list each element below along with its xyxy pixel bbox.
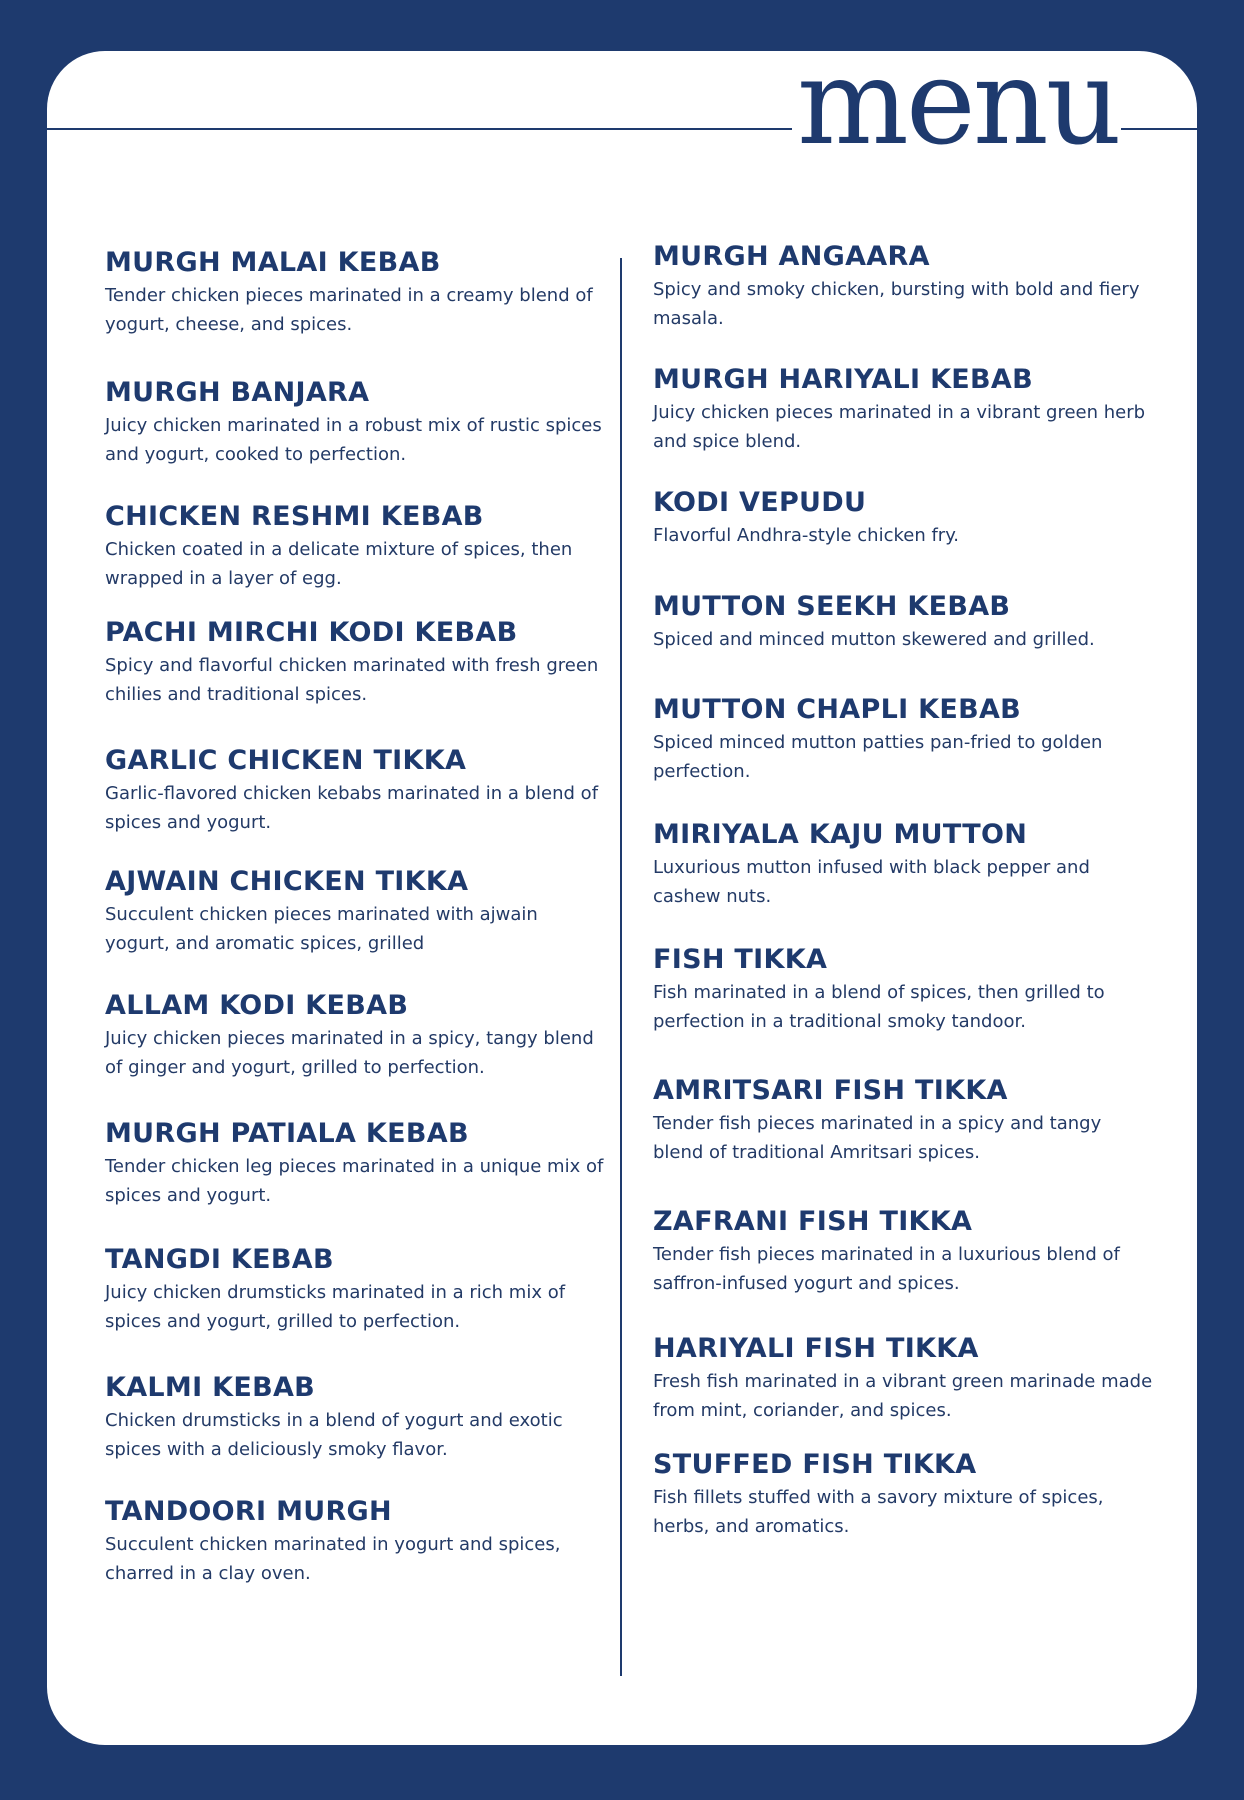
item-name: AMRITSARI FISH TIKKA — [653, 1075, 1008, 1106]
item-description: Fish fillets stuffed with a savory mixture of spices, herbs, and aromatics. — [653, 1487, 1104, 1537]
item-description: Spicy and flavorful chicken marinated with fresh green chilies and traditional spices. — [105, 655, 599, 705]
item-name: MUTTON CHAPLI KEBAB — [653, 694, 1022, 725]
menu-item — [653, 591, 1153, 654]
item-name: ZAFRANI FISH TIKKA — [653, 1206, 973, 1237]
item-name: MURGH ANGAARA — [653, 241, 930, 272]
item-name: TANGDI KEBAB — [105, 1244, 334, 1275]
item-name: AJWAIN CHICKEN TIKKA — [105, 866, 469, 897]
item-name: MIRIYALA KAJU MUTTON — [653, 819, 1028, 850]
item-description: Tender chicken pieces marinated in a creamy blend of yogurt, cheese, and spices. — [105, 285, 593, 335]
title-rule-right — [1121, 128, 1197, 130]
item-name: PACHI MIRCHI KODI KEBAB — [105, 617, 518, 648]
item-description: Chicken drumsticks in a blend of yogurt and exotic spices with a deliciously smoky flavor. — [105, 1410, 563, 1460]
item-description: Succulent chicken marinated in yogurt and spices, charred in a clay oven. — [105, 1534, 561, 1584]
item-name: MURGH BANJARA — [105, 377, 370, 408]
item-description: Tender fish pieces marinated in a luxurious blend of saffron-infused yogurt and spices. — [653, 1244, 1120, 1294]
item-description: Juicy chicken marinated in a robust mix of rustic spices and yogurt, cooked to perfection. — [105, 415, 602, 465]
menu-item — [653, 819, 1153, 911]
column-divider — [620, 258, 622, 1676]
menu-item — [653, 241, 1153, 333]
menu-card — [47, 51, 1197, 1745]
menu-item — [105, 617, 605, 709]
title-rule-left — [47, 128, 792, 130]
menu-item — [653, 1206, 1153, 1298]
item-description: Flavorful Andhra-style chicken fry. — [653, 525, 960, 546]
menu-title: menu — [797, 51, 1119, 171]
item-name: MURGH PATIALA KEBAB — [105, 1118, 469, 1149]
item-description: Luxurious mutton infused with black pepper and cashew nuts. — [653, 857, 1090, 907]
item-name: MURGH MALAI KEBAB — [105, 247, 441, 278]
item-name: ALLAM KODI KEBAB — [105, 990, 409, 1021]
item-description: Fish marinated in a blend of spices, then grilled to perfection in a traditional smoky tandoor. — [653, 982, 1105, 1032]
item-description: Fresh fish marinated in a vibrant green marinade made from mint, coriander, and spices. — [653, 1371, 1153, 1421]
item-name: MURGH HARIYALI KEBAB — [653, 364, 1034, 395]
menu-item — [653, 487, 1153, 550]
menu-item — [653, 944, 1153, 1036]
item-name: HARIYALI FISH TIKKA — [653, 1333, 979, 1364]
menu-item — [105, 1244, 605, 1336]
item-description: Tender chicken leg pieces marinated in a unique mix of spices and yogurt. — [105, 1156, 604, 1206]
menu-item — [653, 1075, 1153, 1167]
menu-item — [653, 1449, 1153, 1541]
item-description: Spiced minced mutton patties pan-fried to golden perfection. — [653, 732, 1103, 782]
item-name: FISH TIKKA — [653, 944, 828, 975]
menu-item — [105, 990, 605, 1082]
menu-item — [105, 377, 605, 469]
item-description: Succulent chicken pieces marinated with ajwain yogurt, and aromatic spices, grilled — [105, 904, 538, 954]
menu-item — [105, 501, 605, 593]
menu-item — [105, 866, 605, 958]
menu-item — [653, 1333, 1153, 1425]
item-name: KODI VEPUDU — [653, 487, 867, 518]
item-description: Spicy and smoky chicken, bursting with bold and fiery masala. — [653, 279, 1140, 329]
item-name: GARLIC CHICKEN TIKKA — [105, 745, 467, 776]
item-description: Garlic-flavored chicken kebabs marinated in a blend of spices and yogurt. — [105, 783, 599, 833]
menu-item — [105, 1372, 605, 1464]
item-name: MUTTON SEEKH KEBAB — [653, 591, 1011, 622]
item-description: Tender fish pieces marinated in a spicy and tangy blend of traditional Amritsari spices. — [653, 1113, 1102, 1163]
item-description: Juicy chicken pieces marinated in a vibrant green herb and spice blend. — [653, 402, 1146, 452]
item-description: Juicy chicken drumsticks marinated in a rich mix of spices and yogurt, grilled to perfection. — [105, 1282, 566, 1332]
item-name: KALMI KEBAB — [105, 1372, 316, 1403]
menu-item — [653, 364, 1153, 456]
item-description: Chicken coated in a delicate mixture of spices, then wrapped in a layer of egg. — [105, 539, 573, 589]
item-name: CHICKEN RESHMI KEBAB — [105, 501, 484, 532]
item-name: TANDOORI MURGH — [105, 1496, 392, 1527]
menu-item — [105, 247, 605, 339]
menu-item — [105, 1118, 605, 1210]
item-description: Juicy chicken pieces marinated in a spicy, tangy blend of ginger and yogurt, grilled to perfection. — [105, 1028, 594, 1078]
menu-item — [105, 745, 605, 837]
menu-item — [105, 1496, 605, 1588]
item-name: STUFFED FISH TIKKA — [653, 1449, 977, 1480]
menu-item — [653, 694, 1153, 786]
item-description: Spiced and minced mutton skewered and grilled. — [653, 629, 1095, 650]
